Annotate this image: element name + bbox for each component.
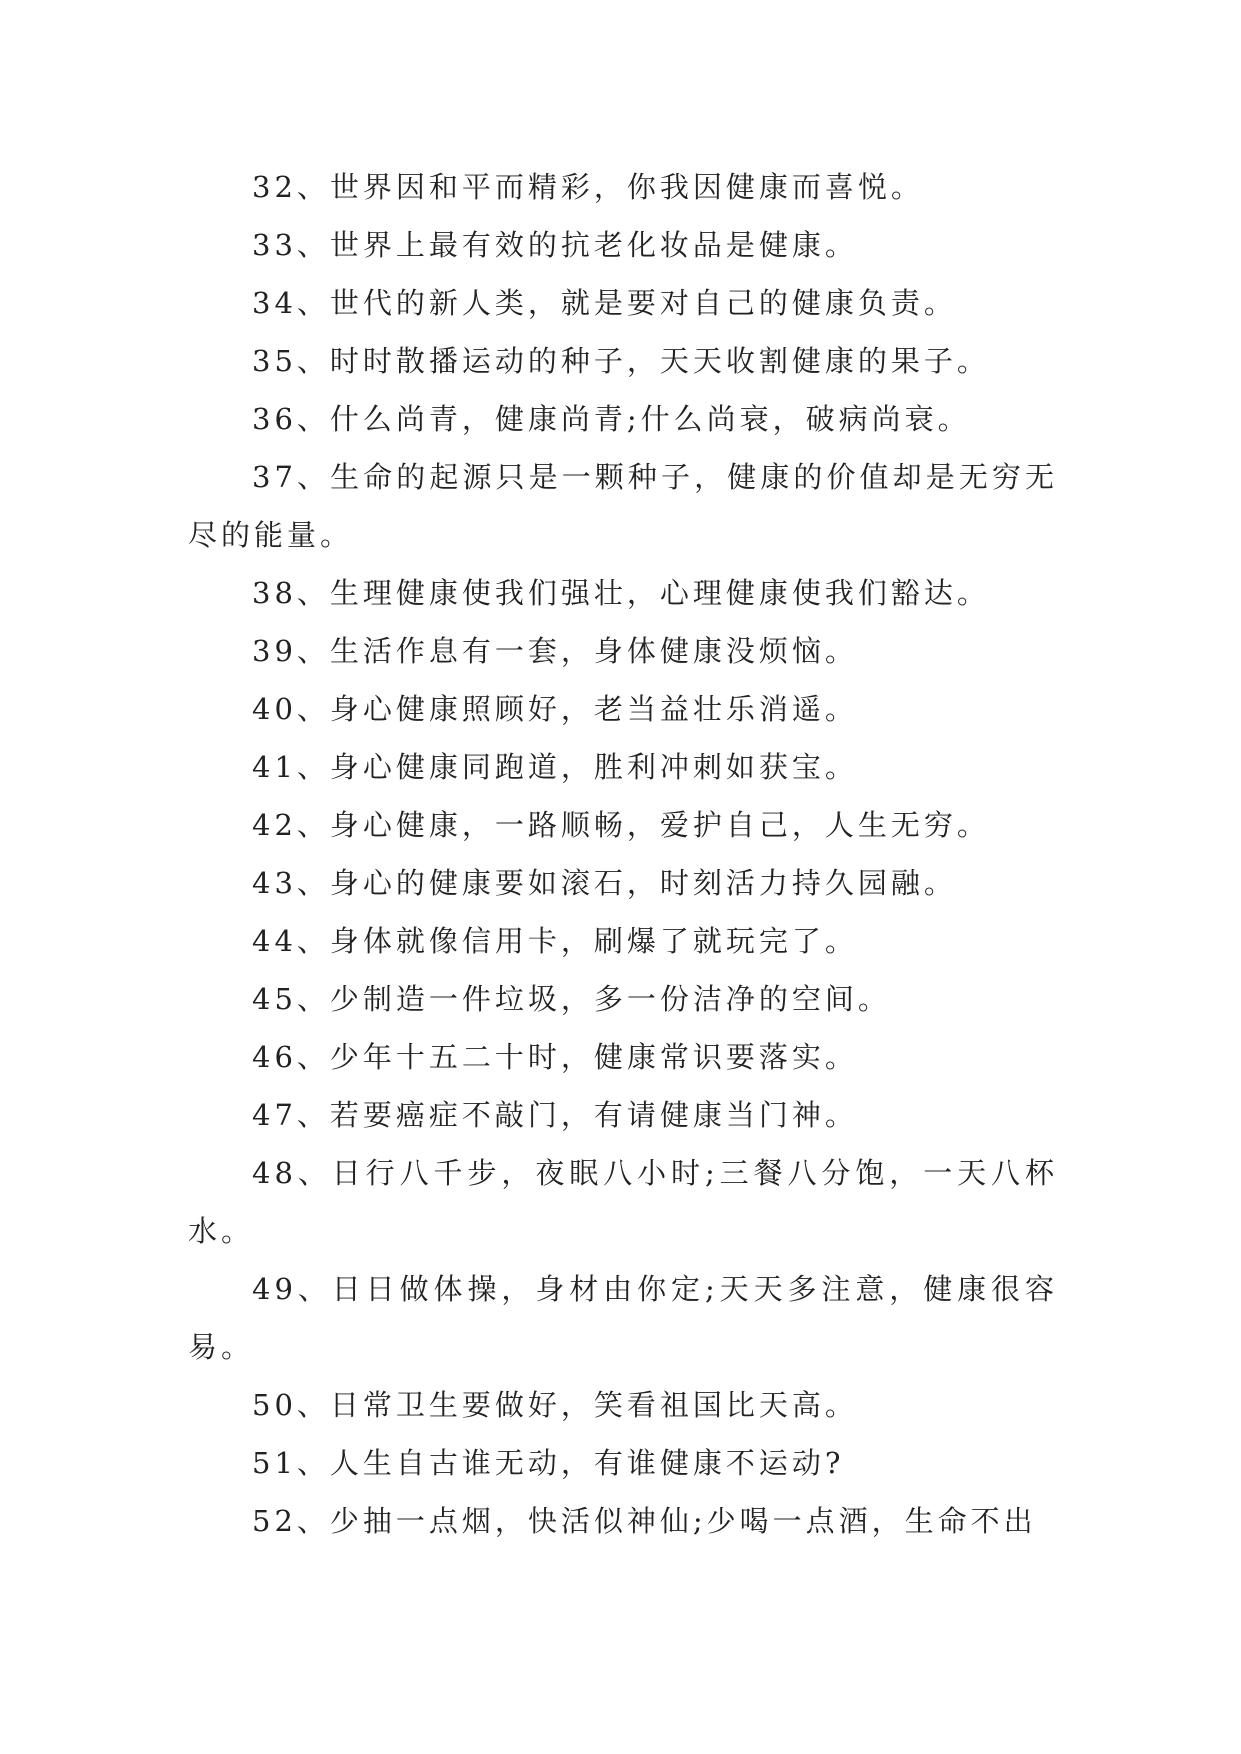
paragraph-47: 47、若要癌症不敲门，有请健康当门神。	[252, 1098, 858, 1132]
paragraph-40: 40、身心健康照顾好，老当益壮乐消遥。	[252, 692, 858, 726]
paragraph-39: 39、生活作息有一套，身体健康没烦恼。	[252, 634, 858, 668]
paragraph-33: 33、世界上最有效的抗老化妆品是健康。	[252, 228, 858, 262]
paragraph-52: 52、少抽一点烟，快活似神仙;少喝一点酒，生命不出	[252, 1504, 1037, 1538]
paragraph-46: 46、少年十五二十时，健康常识要落实。	[252, 1040, 858, 1074]
paragraph-45: 45、少制造一件垃圾，多一份洁净的空间。	[252, 982, 891, 1016]
paragraph-41: 41、身心健康同跑道，胜利冲刺如获宝。	[252, 750, 858, 784]
document-body	[188, 158, 1058, 1550]
paragraph-34: 34、世代的新人类，就是要对自己的健康负责。	[252, 286, 957, 320]
paragraph-51: 51、人生自古谁无动，有谁健康不运动?	[252, 1446, 845, 1480]
paragraph-44: 44、身体就像信用卡，刷爆了就玩完了。	[252, 924, 858, 958]
paragraph-48: 48、日行八千步，夜眠八小时;三餐八分饱，一天八杯水。	[188, 1156, 1058, 1248]
paragraph-49: 49、日日做体操，身材由你定;天天多注意，健康很容易。	[188, 1272, 1058, 1364]
paragraph-32: 32、世界因和平而精彩，你我因健康而喜悦。	[252, 170, 924, 204]
paragraph-36: 36、什么尚青，健康尚青;什么尚衰，破病尚衰。	[252, 402, 971, 436]
paragraph-43: 43、身心的健康要如滚石，时刻活力持久园融。	[252, 866, 957, 900]
paragraph-37: 37、生命的起源只是一颗种子，健康的价值却是无穷无尽的能量。	[188, 460, 1058, 552]
paragraph-42: 42、身心健康，一路顺畅，爱护自己，人生无穷。	[252, 808, 990, 842]
paragraph-38: 38、生理健康使我们强壮，心理健康使我们豁达。	[252, 576, 990, 610]
paragraph-35: 35、时时散播运动的种子，天天收割健康的果子。	[252, 344, 990, 378]
paragraph-50: 50、日常卫生要做好，笑看祖国比天高。	[252, 1388, 858, 1422]
